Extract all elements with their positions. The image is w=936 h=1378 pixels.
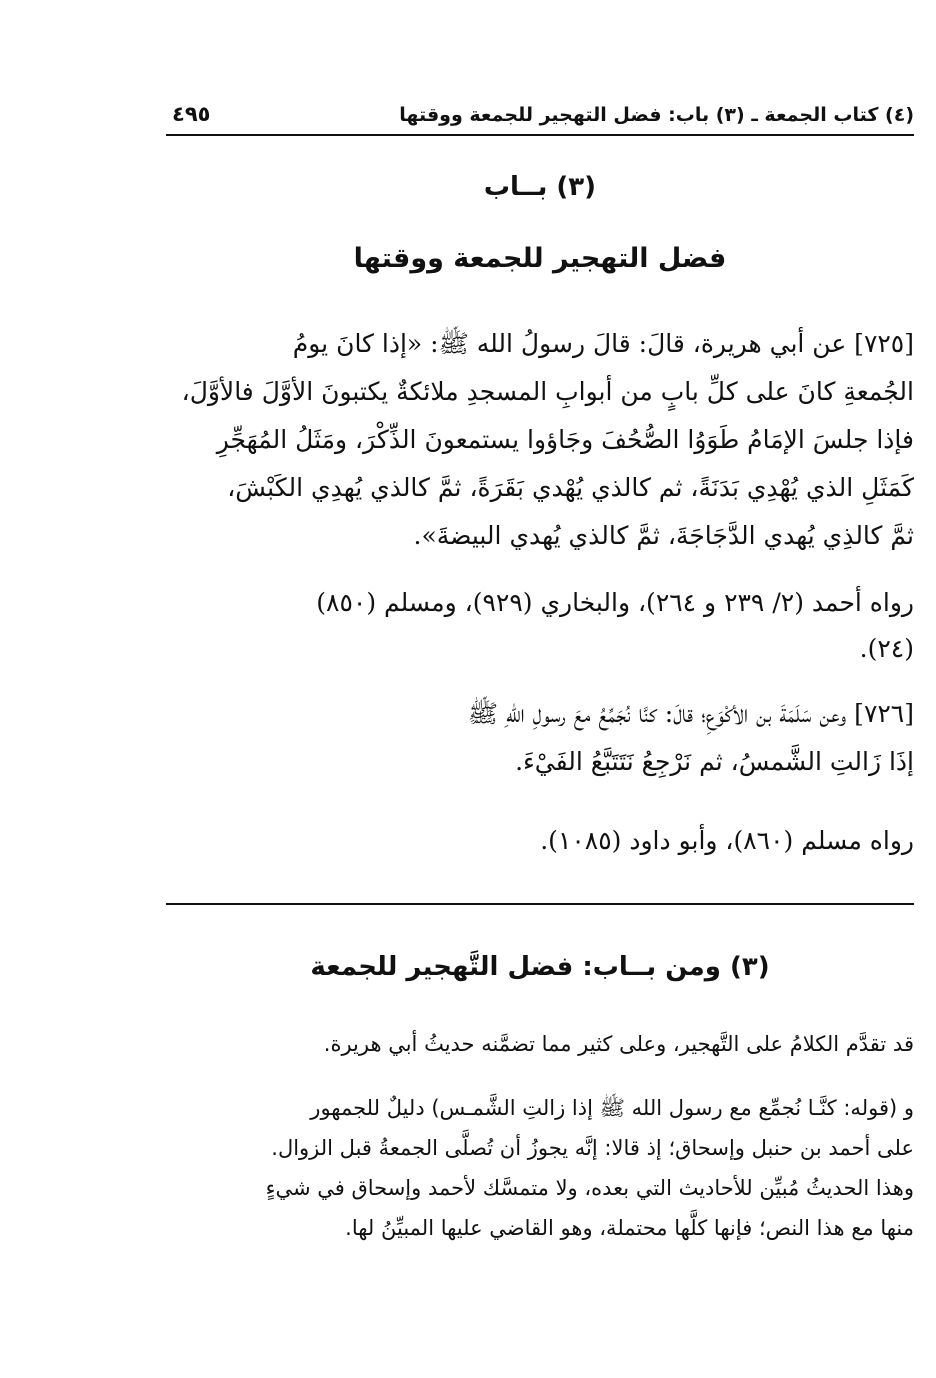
source-line: (٢٤). <box>859 634 914 663</box>
commentary-line: وهذا الحديثُ مُبيِّن للأحاديث التي بعده، ولا متمسَّك لأحمد وإسحاق في شيءٍ <box>265 1176 914 1200</box>
hadith-725 <box>166 320 914 560</box>
hadith-725-line: ثمَّ كالذِي يُهدي الدَّجَاجَةَ، ثمَّ كالذي يُهدي البيضةَ». <box>413 521 914 550</box>
hadith-725-line: [٧٢٥] عن أبي هريرة، قالَ: قالَ رسولُ الله ﷺ: «إذا كانَ يومُ <box>292 329 914 358</box>
commentary-title: (٣) ومن بــاب: فضل التَّهجير للجمعة <box>310 952 770 982</box>
hadith-725-source <box>166 580 914 672</box>
commentary-line: منها مع هذا النص؛ فإنها كلَّها محتملة، وهو القاضي عليها المبيِّنُ لها. <box>345 1216 914 1240</box>
commentary-paragraph-2 <box>166 1088 914 1248</box>
hadith-725-line: الجُمعةِ كانَ على كلِّ بابٍ من أبوابِ المسجدِ ملائكةٌ يكتبونَ الأوَّلَ فالأوَّلَ، <box>181 377 914 406</box>
hadith-725-line: فإذا جلسَ الإمَامُ طَوَوُا الصُّحُفَ وجَاؤوا يستمعونَ الذِّكْرَ، ومَثَلُ المُهَجِّرِ <box>216 425 914 454</box>
source-line: رواه مسلم (٨٦٠)، وأبو داود (١٠٨٥). <box>540 826 914 855</box>
hadith-726 <box>166 690 914 786</box>
commentary-paragraph-1 <box>166 1024 914 1064</box>
running-header <box>166 100 914 136</box>
page-number: ٤٩٥ <box>172 102 211 126</box>
hadith-726-line: [٧٢٦] وعن سَلَمَةَ بن الأكْوَعِ؛ قالَ: كنَّا نُجَمِّعُ معَ رسولِ اللهِ ﷺ <box>467 699 914 728</box>
source-line: رواه أحمد (٢/ ٢٣٩ و ٢٦٤)، والبخاري (٩٢٩)، ومسلم (٨٥٠) <box>316 588 914 617</box>
chapter-title: فضل التهجير للجمعة ووقتها <box>353 243 727 274</box>
hadith-726-source <box>166 818 914 864</box>
commentary-line: قد تقدَّم الكلامُ على التَّهجير، وعلى كثير مما تضمَّنه حديثُ أبي هريرة. <box>323 1032 914 1056</box>
commentary-line: على أحمد بن حنبل وإسحاق؛ إذ قالا: إنَّه يجوزُ أن تُصلَّى الجمعةُ قبل الزوال. <box>271 1136 914 1160</box>
hadith-725-line: كَمَثَلِ الذي يُهْدِي بَدَنَةً، ثم كالذي يُهْدي بَقَرَةً، ثمَّ كالذي يُهدِي الكَبْشَ، <box>227 473 914 502</box>
running-header-title: (٤) كتاب الجمعة ـ (٣) باب: فضل التهجير للجمعة ووقتها <box>399 104 914 126</box>
commentary-line: و (قوله: كنَّـا نُجمِّع مع رسول الله ﷺ إذا زالتِ الشَّمـس) دليلٌ للجمهور <box>310 1096 914 1120</box>
chapter-label: (٣) بــاب <box>483 172 597 202</box>
hadith-726-line: إذَا زَالتِ الشَّمسُ، ثم نَرْجِعُ نَتَتَبَّعُ الفَيْءَ. <box>515 747 914 776</box>
footnote-separator <box>166 903 914 905</box>
